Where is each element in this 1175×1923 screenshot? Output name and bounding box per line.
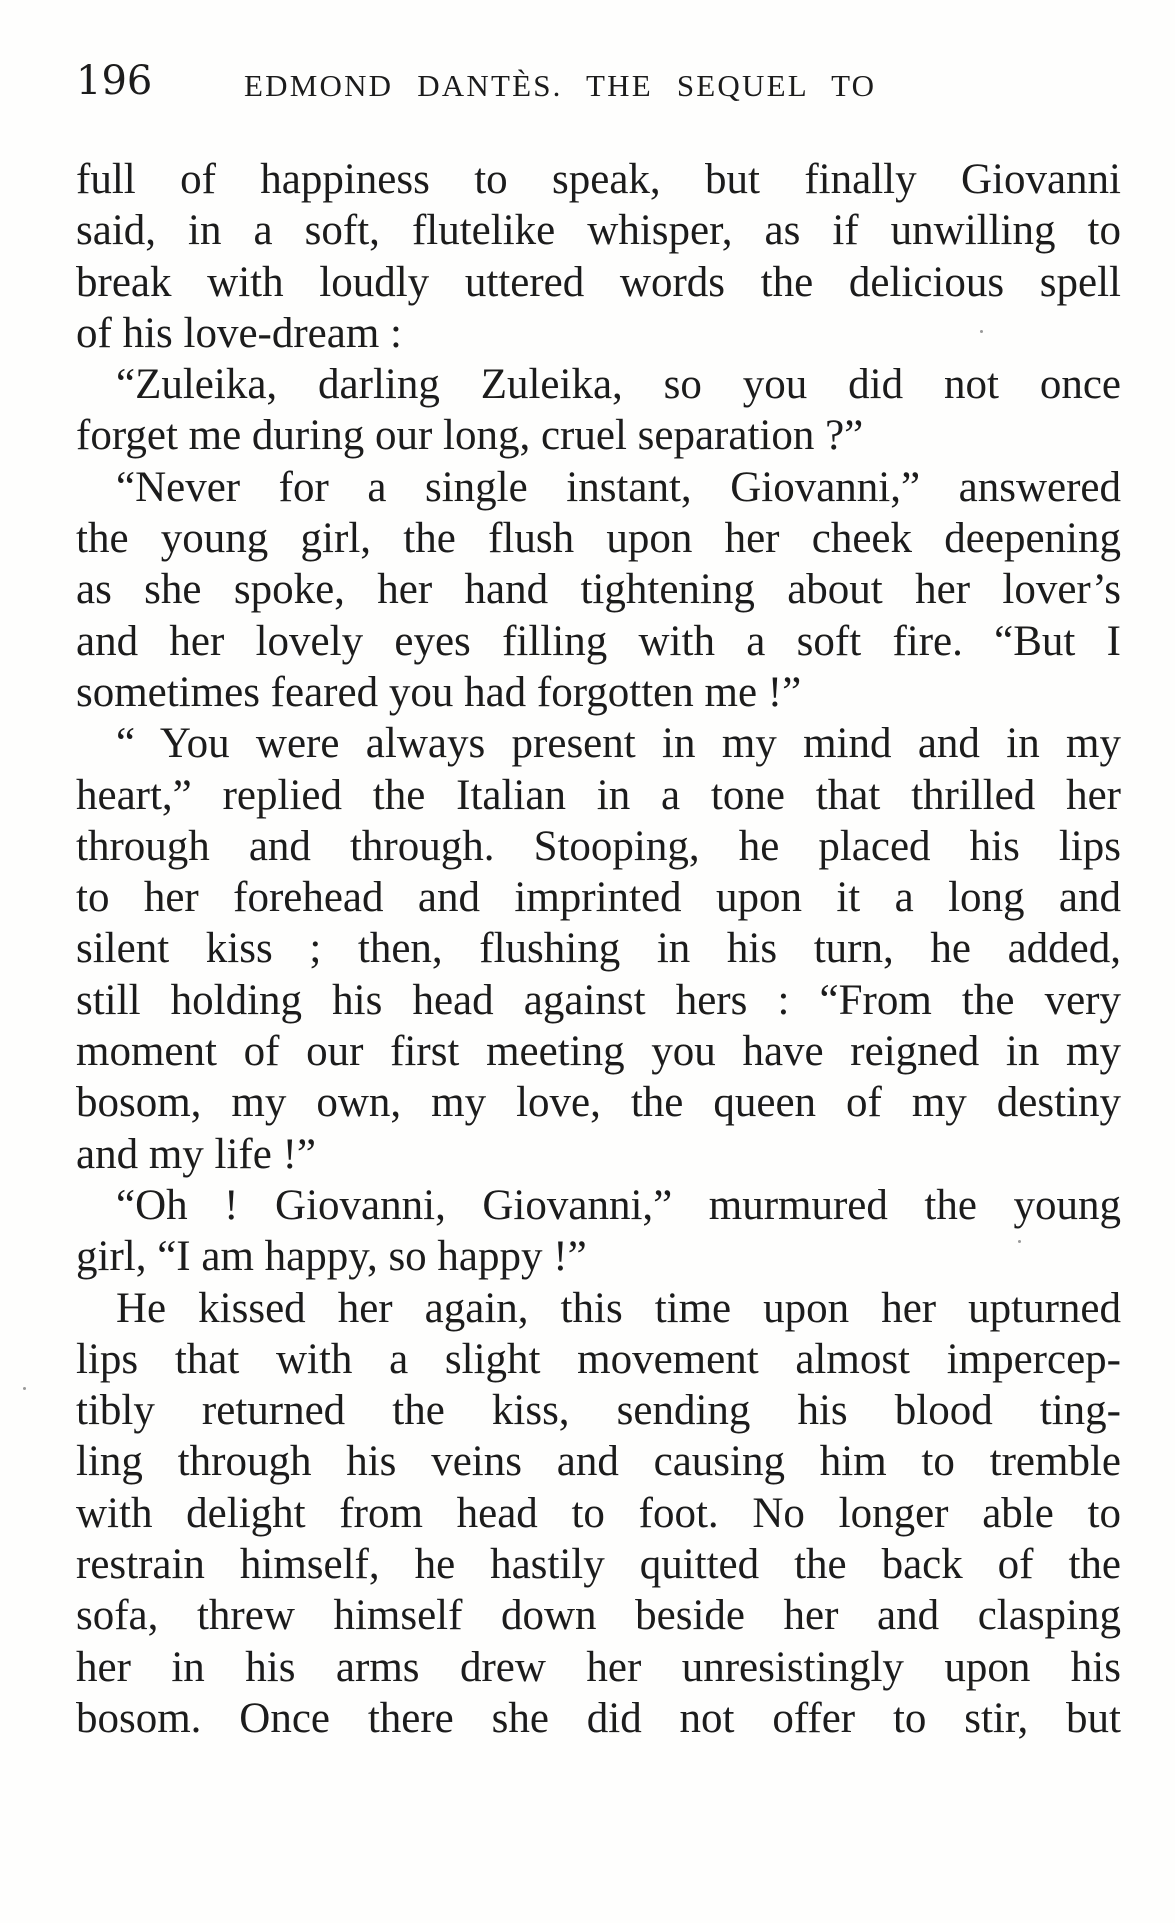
text-line: as she spoke, her hand tightening about her lover’s — [76, 566, 1121, 614]
text-line: to her forehead and imprinted upon it a long and — [76, 874, 1121, 922]
text-line: girl, “I am happy, so happy !” — [76, 1233, 587, 1281]
print-speck — [23, 1387, 26, 1390]
text-line: ling through his veins and causing him to tremble — [76, 1438, 1121, 1486]
print-speck — [980, 330, 983, 333]
text-line: break with loudly uttered words the delicious spell — [76, 258, 1121, 306]
text-line: bosom, my own, my love, the queen of my destiny — [76, 1079, 1121, 1127]
print-speck — [1018, 1240, 1021, 1243]
text-line: “Oh ! Giovanni, Giovanni,” murmured the young — [116, 1181, 1121, 1229]
text-line: said, in a soft, flutelike whisper, as if unwilling to — [76, 207, 1121, 255]
text-line: and her lovely eyes filling with a soft fire. “But I — [76, 617, 1121, 665]
text-line: restrain himself, he hastily quitted the back of the — [76, 1541, 1121, 1589]
page-header — [76, 58, 1116, 108]
page-number: 196 — [76, 58, 153, 104]
text-line: of his love-dream : — [76, 309, 402, 357]
text-line: sometimes feared you had forgotten me !” — [76, 668, 802, 716]
text-line: with delight from head to foot. No longer able to — [76, 1489, 1121, 1537]
text-line: and my life !” — [76, 1130, 316, 1178]
text-line: the young girl, the flush upon her cheek deepening — [76, 515, 1121, 563]
text-line: “Zuleika, darling Zuleika, so you did not once — [116, 361, 1121, 409]
running-head: EDMOND DANTÈS. THE SEQUEL TO — [244, 68, 877, 103]
body-text — [76, 154, 1121, 1744]
text-line: sofa, threw himself down beside her and clasping — [76, 1592, 1121, 1640]
text-line: bosom. Once there she did not offer to stir, but — [76, 1694, 1121, 1742]
text-line: forget me during our long, cruel separation ?” — [76, 412, 864, 460]
text-line: He kissed her again, this time upon her upturned — [116, 1284, 1121, 1332]
text-line: through and through. Stooping, he placed his lips — [76, 822, 1121, 870]
text-line: “Never for a single instant, Giovanni,” answered — [116, 463, 1121, 511]
text-line: silent kiss ; then, flushing in his turn, he added, — [76, 925, 1121, 973]
text-line: “ You were always present in my mind and in my — [116, 720, 1121, 768]
text-line: her in his arms drew her unresistingly upon his — [76, 1643, 1121, 1691]
text-line: still holding his head against hers : “From the very — [76, 976, 1121, 1024]
text-line: lips that with a slight movement almost impercep- — [76, 1335, 1121, 1383]
text-line: heart,” replied the Italian in a tone that thrilled her — [76, 771, 1121, 819]
text-line: full of happiness to speak, but finally Giovanni — [76, 156, 1121, 203]
text-line: moment of our first meeting you have reigned in my — [76, 1028, 1121, 1076]
text-line: tibly returned the kiss, sending his blood ting- — [76, 1387, 1121, 1435]
